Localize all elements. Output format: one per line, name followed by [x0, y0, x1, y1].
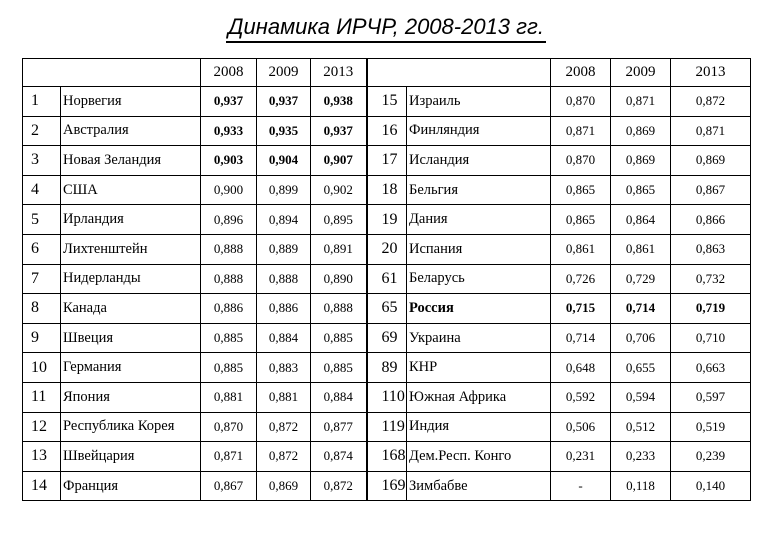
- value-cell: 0,710: [671, 323, 751, 353]
- value-cell: 0,872: [257, 442, 311, 472]
- value-cell: 0,866: [671, 205, 751, 235]
- value-cell: 0,896: [201, 205, 257, 235]
- rank-cell: 4: [23, 175, 61, 205]
- country-cell: Нидерланды: [61, 264, 201, 294]
- value-cell: 0,869: [611, 146, 671, 176]
- value-cell: 0,871: [611, 87, 671, 117]
- value-cell: 0,881: [257, 382, 311, 412]
- value-cell: -: [551, 471, 611, 501]
- value-cell: 0,648: [551, 353, 611, 383]
- value-cell: 0,870: [551, 87, 611, 117]
- value-cell: 0,512: [611, 412, 671, 442]
- table-row: [23, 471, 751, 501]
- country-cell: КНР: [407, 353, 551, 383]
- country-cell: Швейцария: [61, 442, 201, 472]
- value-cell: 0,871: [671, 116, 751, 146]
- header-blank-right: [367, 59, 551, 87]
- value-cell: 0,239: [671, 442, 751, 472]
- country-cell: Израиль: [407, 87, 551, 117]
- country-cell: Германия: [61, 353, 201, 383]
- country-cell: Украина: [407, 323, 551, 353]
- value-cell: 0,867: [671, 175, 751, 205]
- table-row: [23, 294, 751, 324]
- value-cell: 0,715: [551, 294, 611, 324]
- rank-cell: 69: [367, 323, 407, 353]
- value-cell: 0,890: [311, 264, 367, 294]
- rank-cell: 16: [367, 116, 407, 146]
- country-cell: Япония: [61, 382, 201, 412]
- page-title-text: Динамика ИРЧР, 2008-2013 гг.: [226, 14, 546, 43]
- table-row: [23, 116, 751, 146]
- year-header: 2009: [257, 59, 311, 87]
- rank-cell: 89: [367, 353, 407, 383]
- table-row: [23, 323, 751, 353]
- value-cell: 0,888: [201, 234, 257, 264]
- value-cell: 0,867: [201, 471, 257, 501]
- value-cell: 0,732: [671, 264, 751, 294]
- country-cell: Норвегия: [61, 87, 201, 117]
- rank-cell: 168: [367, 442, 407, 472]
- table-row: [23, 205, 751, 235]
- value-cell: 0,861: [611, 234, 671, 264]
- value-cell: 0,719: [671, 294, 751, 324]
- country-cell: Зимбабве: [407, 471, 551, 501]
- value-cell: 0,888: [257, 264, 311, 294]
- hdi-table: [22, 58, 751, 501]
- year-header: 2009: [611, 59, 671, 87]
- rank-cell: 9: [23, 323, 61, 353]
- value-cell: 0,884: [257, 323, 311, 353]
- value-cell: 0,937: [257, 87, 311, 117]
- value-cell: 0,903: [201, 146, 257, 176]
- rank-cell: 20: [367, 234, 407, 264]
- rank-cell: 110: [367, 382, 407, 412]
- value-cell: 0,714: [611, 294, 671, 324]
- rank-cell: 5: [23, 205, 61, 235]
- rank-cell: 7: [23, 264, 61, 294]
- value-cell: 0,885: [311, 353, 367, 383]
- rank-cell: 14: [23, 471, 61, 501]
- rank-cell: 6: [23, 234, 61, 264]
- value-cell: 0,869: [611, 116, 671, 146]
- value-cell: 0,729: [611, 264, 671, 294]
- rank-cell: 10: [23, 353, 61, 383]
- rank-cell: 3: [23, 146, 61, 176]
- table-row: [23, 264, 751, 294]
- value-cell: 0,872: [257, 412, 311, 442]
- country-cell: Новая Зеландия: [61, 146, 201, 176]
- value-cell: 0,871: [201, 442, 257, 472]
- value-cell: 0,889: [257, 234, 311, 264]
- value-cell: 0,869: [257, 471, 311, 501]
- rank-cell: 119: [367, 412, 407, 442]
- value-cell: 0,870: [551, 146, 611, 176]
- value-cell: 0,933: [201, 116, 257, 146]
- value-cell: 0,655: [611, 353, 671, 383]
- table-row: [23, 175, 751, 205]
- value-cell: 0,886: [201, 294, 257, 324]
- value-cell: 0,894: [257, 205, 311, 235]
- value-cell: 0,118: [611, 471, 671, 501]
- country-cell: Республика Корея: [61, 412, 201, 442]
- country-cell: Лихтенштейн: [61, 234, 201, 264]
- value-cell: 0,938: [311, 87, 367, 117]
- value-cell: 0,888: [311, 294, 367, 324]
- rank-cell: 13: [23, 442, 61, 472]
- rank-cell: 61: [367, 264, 407, 294]
- value-cell: 0,899: [257, 175, 311, 205]
- rank-cell: 169: [367, 471, 407, 501]
- rank-cell: 15: [367, 87, 407, 117]
- value-cell: 0,865: [551, 205, 611, 235]
- value-cell: 0,891: [311, 234, 367, 264]
- value-cell: 0,907: [311, 146, 367, 176]
- country-cell: Финляндия: [407, 116, 551, 146]
- country-cell: Дем.Респ. Конго: [407, 442, 551, 472]
- table-row: [23, 146, 751, 176]
- value-cell: 0,706: [611, 323, 671, 353]
- value-cell: 0,937: [311, 116, 367, 146]
- value-cell: 0,895: [311, 205, 367, 235]
- value-cell: 0,874: [311, 442, 367, 472]
- value-cell: 0,726: [551, 264, 611, 294]
- header-blank-left: [23, 59, 201, 87]
- table-row: [23, 412, 751, 442]
- table-row: [23, 234, 751, 264]
- value-cell: 0,885: [311, 323, 367, 353]
- value-cell: 0,872: [671, 87, 751, 117]
- country-cell: Бельгия: [407, 175, 551, 205]
- value-cell: 0,592: [551, 382, 611, 412]
- rank-cell: 11: [23, 382, 61, 412]
- value-cell: 0,865: [611, 175, 671, 205]
- country-cell: Индия: [407, 412, 551, 442]
- rank-cell: 2: [23, 116, 61, 146]
- value-cell: 0,861: [551, 234, 611, 264]
- value-cell: 0,900: [201, 175, 257, 205]
- value-cell: 0,904: [257, 146, 311, 176]
- country-cell: США: [61, 175, 201, 205]
- country-cell: Испания: [407, 234, 551, 264]
- value-cell: 0,865: [551, 175, 611, 205]
- value-cell: 0,871: [551, 116, 611, 146]
- value-cell: 0,870: [201, 412, 257, 442]
- country-cell: Канада: [61, 294, 201, 324]
- value-cell: 0,937: [201, 87, 257, 117]
- value-cell: 0,935: [257, 116, 311, 146]
- country-cell: Ирландия: [61, 205, 201, 235]
- rank-cell: 12: [23, 412, 61, 442]
- value-cell: 0,881: [201, 382, 257, 412]
- value-cell: 0,872: [311, 471, 367, 501]
- rank-cell: 19: [367, 205, 407, 235]
- value-cell: 0,140: [671, 471, 751, 501]
- rank-cell: 18: [367, 175, 407, 205]
- country-cell: Франция: [61, 471, 201, 501]
- value-cell: 0,885: [201, 353, 257, 383]
- value-cell: 0,519: [671, 412, 751, 442]
- value-cell: 0,506: [551, 412, 611, 442]
- rank-cell: 1: [23, 87, 61, 117]
- value-cell: 0,869: [671, 146, 751, 176]
- table-row: [23, 382, 751, 412]
- value-cell: 0,886: [257, 294, 311, 324]
- table-row: [23, 87, 751, 117]
- country-cell: Южная Африка: [407, 382, 551, 412]
- rank-cell: 65: [367, 294, 407, 324]
- year-header: 2008: [201, 59, 257, 87]
- country-cell: Беларусь: [407, 264, 551, 294]
- page-title: [0, 14, 780, 43]
- value-cell: 0,902: [311, 175, 367, 205]
- value-cell: 0,863: [671, 234, 751, 264]
- value-cell: 0,714: [551, 323, 611, 353]
- value-cell: 0,594: [611, 382, 671, 412]
- country-cell: Дания: [407, 205, 551, 235]
- table-header-row: [23, 59, 751, 87]
- rank-cell: 8: [23, 294, 61, 324]
- value-cell: 0,883: [257, 353, 311, 383]
- value-cell: 0,885: [201, 323, 257, 353]
- year-header: 2008: [551, 59, 611, 87]
- country-cell: Швеция: [61, 323, 201, 353]
- value-cell: 0,597: [671, 382, 751, 412]
- value-cell: 0,864: [611, 205, 671, 235]
- table-row: [23, 442, 751, 472]
- value-cell: 0,231: [551, 442, 611, 472]
- country-cell: Исландия: [407, 146, 551, 176]
- country-cell: Россия: [407, 294, 551, 324]
- value-cell: 0,888: [201, 264, 257, 294]
- country-cell: Австралия: [61, 116, 201, 146]
- year-header: 2013: [311, 59, 367, 87]
- value-cell: 0,877: [311, 412, 367, 442]
- table-row: [23, 353, 751, 383]
- value-cell: 0,884: [311, 382, 367, 412]
- value-cell: 0,663: [671, 353, 751, 383]
- year-header: 2013: [671, 59, 751, 87]
- value-cell: 0,233: [611, 442, 671, 472]
- rank-cell: 17: [367, 146, 407, 176]
